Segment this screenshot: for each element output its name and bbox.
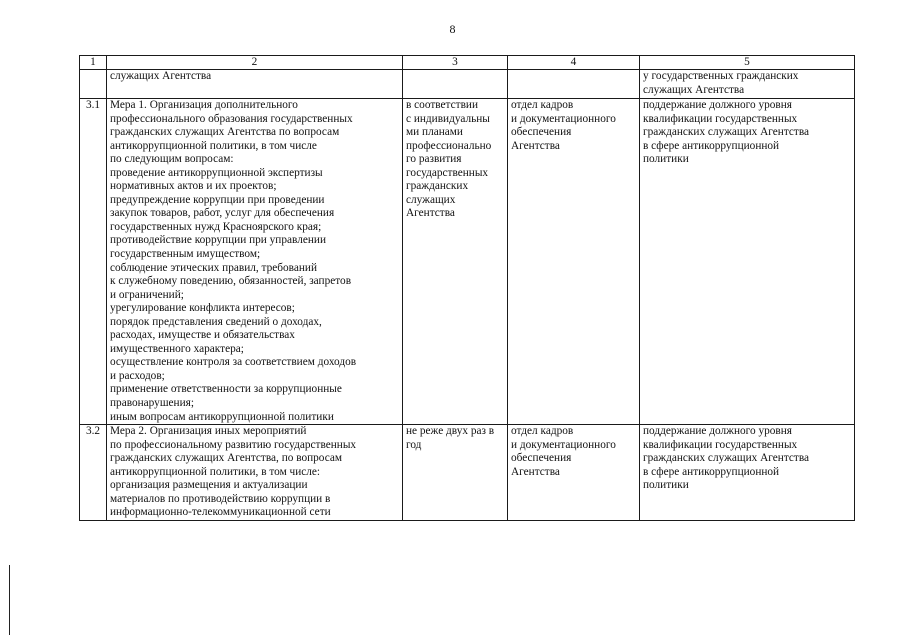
text-line: иным вопросам антикоррупционной политики — [110, 410, 334, 423]
page-number: 8 — [449, 22, 456, 36]
text-line: не реже двух раз в — [406, 425, 495, 438]
continuation-num-cell — [80, 70, 107, 99]
text-line: Агентства — [511, 465, 560, 478]
text-line: предупреждение коррупции при проведении — [110, 193, 325, 206]
text-line: с индивидуальны — [406, 112, 490, 125]
text-line: и расходов; — [110, 369, 165, 382]
table-row — [80, 425, 855, 521]
continuation-row — [80, 70, 855, 99]
text-line: гражданских служащих Агентства — [643, 126, 810, 139]
text-line: по следующим вопросам: — [110, 153, 234, 166]
text-line: порядок представления сведений о доходах, — [110, 315, 322, 328]
text-line: Агентства — [511, 139, 560, 152]
column-header: 4 — [508, 56, 640, 70]
continuation-result-cell — [640, 70, 855, 99]
text-line: служащих Агентства — [110, 70, 212, 82]
text-line: нормативных актов и их проектов; — [110, 180, 277, 193]
column-header: 3 — [403, 56, 508, 70]
continuation-measure-cell — [107, 70, 403, 99]
text-line: в сфере антикоррупционной — [643, 139, 780, 152]
text-line: применение ответственности за коррупционные — [110, 383, 342, 396]
text-line: год — [406, 438, 422, 451]
result-cell — [640, 99, 855, 425]
column-header: 1 — [80, 56, 107, 70]
text-line: гражданских — [406, 180, 469, 193]
measure-cell — [107, 425, 403, 521]
column-header: 5 — [640, 56, 855, 70]
text-line: гражданских служащих Агентства по вопросам — [110, 126, 340, 139]
text-line: отдел кадров — [511, 425, 574, 438]
text-line: квалификации государственных — [643, 438, 798, 451]
result-cell — [640, 425, 855, 521]
text-line: и документационного — [511, 112, 616, 125]
responsible-cell — [508, 99, 640, 425]
text-line: в сфере антикоррупционной — [643, 465, 780, 478]
measures-table — [79, 55, 855, 521]
text-line: Мера 1. Организация дополнительного — [110, 99, 298, 111]
text-line: и документационного — [511, 438, 616, 451]
column-header: 2 — [107, 56, 403, 70]
text-line: ми планами — [406, 126, 463, 139]
text-line: организация размещения и актуализации — [110, 479, 308, 492]
text-line: обеспечения — [511, 452, 572, 465]
continuation-term-cell — [403, 70, 508, 99]
text-line: антикоррупционной политики, в том числе: — [110, 465, 321, 478]
table-row — [80, 99, 855, 425]
text-line: урегулирование конфликта интересов; — [110, 302, 295, 315]
text-line: по профессиональному развитию государственных — [110, 438, 357, 451]
text-line: имущественного характера; — [110, 342, 244, 355]
text-line: обеспечения — [511, 126, 572, 139]
measure-cell — [107, 99, 403, 425]
text-line: проведение антикоррупционной экспертизы — [110, 166, 323, 179]
text-line: Агентства — [406, 207, 455, 220]
text-line: расходах, имуществе и обязательствах — [110, 329, 295, 342]
text-line: квалификации государственных — [643, 112, 798, 125]
margin-mark — [9, 565, 10, 635]
text-line: правонарушения; — [110, 397, 194, 410]
text-line: Мера 2. Организация иных мероприятий — [110, 425, 307, 438]
text-line: профессионально — [406, 139, 492, 152]
responsible-cell — [508, 425, 640, 521]
text-line: антикоррупционной политики, в том числе — [110, 139, 317, 152]
table-header-row — [80, 56, 855, 70]
text-line: служащих — [406, 193, 456, 206]
term-cell — [403, 99, 508, 425]
term-cell — [403, 425, 508, 521]
text-line: осуществление контроля за соответствием доходов — [110, 356, 357, 369]
text-line: государственных — [406, 166, 489, 179]
text-line: отдел кадров — [511, 99, 574, 111]
text-line: информационно-телекоммуникационной сети — [110, 506, 331, 519]
text-line: гражданских служащих Агентства — [643, 452, 810, 465]
text-line: государственным имуществом; — [110, 248, 261, 261]
text-line: поддержание должного уровня — [643, 425, 793, 438]
text-line: служащих Агентства — [643, 83, 745, 96]
text-line: гражданских служащих Агентства, по вопросам — [110, 452, 343, 465]
text-line: соблюдение этических правил, требований — [110, 261, 317, 274]
text-line: государственных нужд Красноярского края; — [110, 220, 322, 233]
text-line: поддержание должного уровня — [643, 99, 793, 111]
text-line: го развития — [406, 153, 462, 166]
text-line: и ограничений; — [110, 288, 184, 301]
row-number: 3.2 — [80, 425, 107, 521]
text-line: противодействие коррупции при управлении — [110, 234, 326, 247]
text-line: политики — [643, 479, 689, 492]
text-line: материалов по противодействию коррупции в — [110, 492, 331, 505]
text-line: политики — [643, 153, 689, 166]
text-line: к служебному поведению, обязанностей, запретов — [110, 275, 352, 288]
text-line: у государственных гражданских — [643, 70, 799, 82]
continuation-responsible-cell — [508, 70, 640, 99]
row-number: 3.1 — [80, 99, 107, 425]
text-line: профессионального образования государственных — [110, 112, 353, 125]
text-line: в соответствии — [406, 99, 478, 111]
text-line: закупок товаров, работ, услуг для обеспечения — [110, 207, 335, 220]
